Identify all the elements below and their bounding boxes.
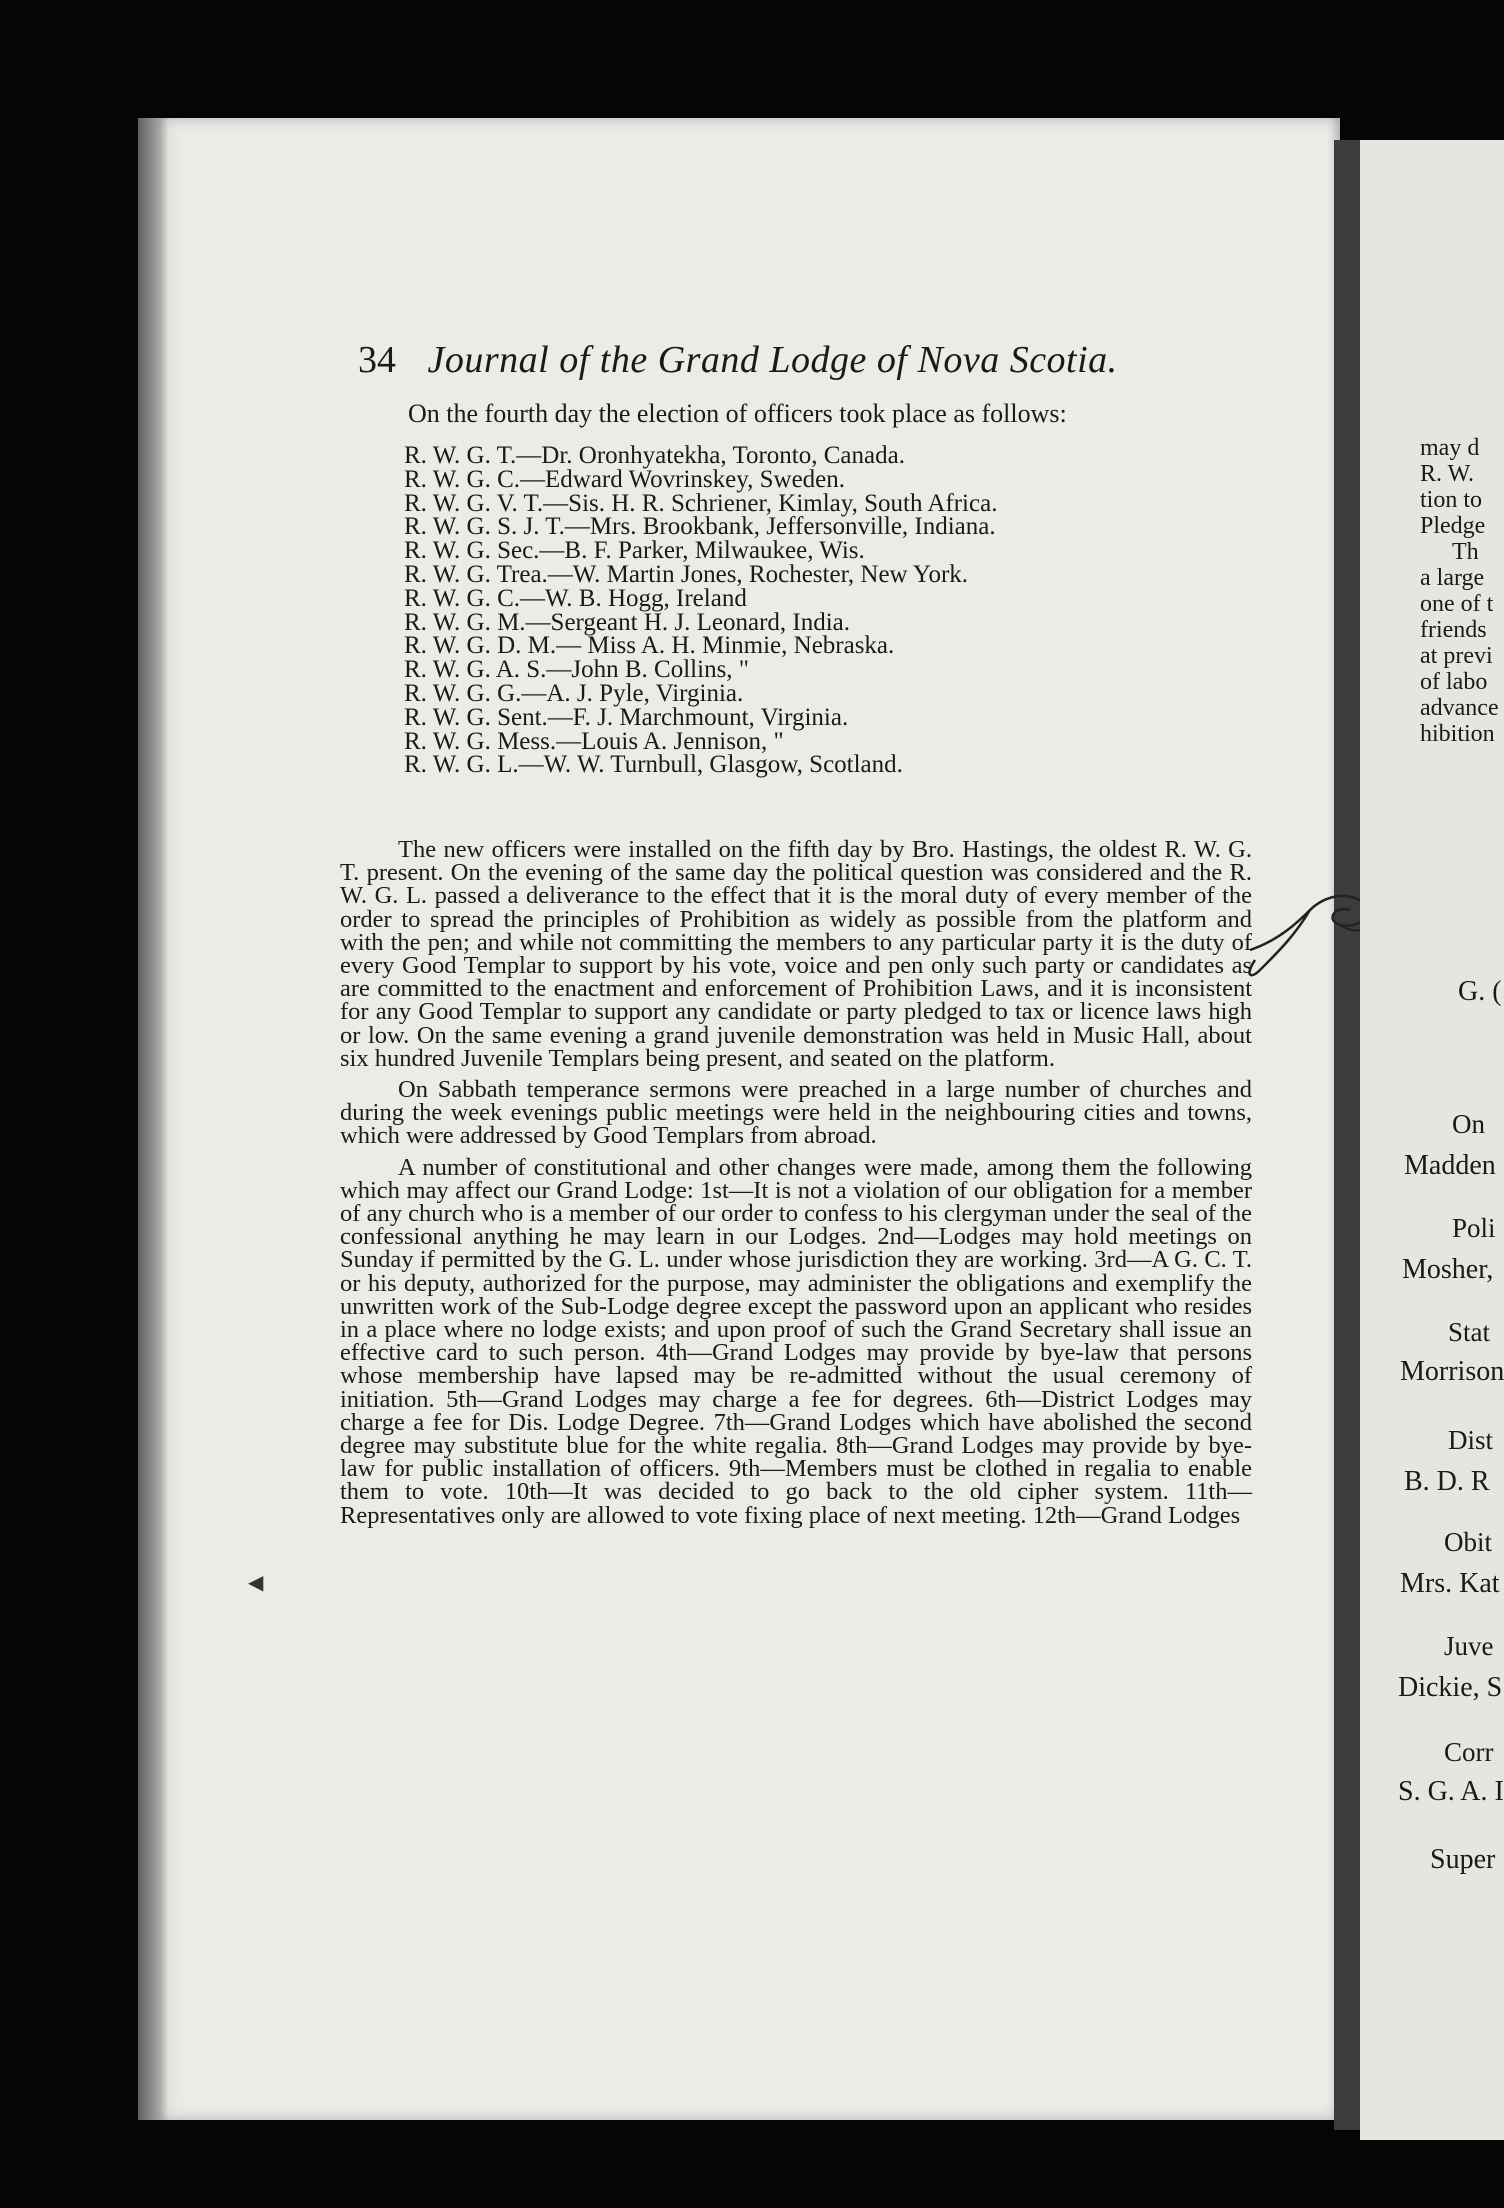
officer-line: R. W. G. T.—Dr. Oronhyatekha, Toronto, Canada.	[404, 442, 905, 469]
fragment-heading: Stat	[1448, 1317, 1491, 1347]
officer-line: R. W. G. S. J. T.—Mrs. Brookbank, Jeffersonville, Indiana.	[404, 513, 996, 541]
paragraph-changes: A number of constitutional and other changes were made, among them the following which may affect our Grand Lodge: 1st—It is not a violation of our obligation for a member of any church who is a member of our order to confess to his clergyman under the seal of the confessional anything he may learn in our Lodges. 2nd—Lodges may hold meetings on Sunday if permitted by the G. L. under whose jurisdiction they are working. 3rd—A G. C. T. or his deputy, authorized for the purpose, may administer the obligations and exemplify the unwritten work of the Sub-Lodge degree except the password upon an applicant who resides in a place where no lodge exists; and upon proof of such the Grand Secretary shall issue an effective card to such person. 4th—Grand Lodges may provide by bye-law that persons whose membership have lapsed may be re-admitted without the usual ceremony of initiation. 5th—Grand Lodges may charge a fee for degrees. 6th—District Lodges may charge a fee for Dis. Lodge Degree. 7th—Grand Lodges which have abolished the second degree may substitute blue for the white regalia. 8th—Grand Lodges may provide by bye-law for public installation of officers. 9th—Members must be clothed in regalia to enable them to vote. 10th—It was decided to go back to the old cipher system. 11th—Representatives only are allowed to vote fixing place of next meeting. 12th—Grand Lodges	[340, 1153, 1252, 1529]
officers-list	[404, 444, 1204, 777]
fragment-line: tion to	[1420, 487, 1483, 513]
officer-line: R. W. G. Sent.—F. J. Marchmount, Virginia.	[404, 703, 849, 731]
paragraph-sabbath: On Sabbath temperance sermons were preached in a large number of churches and during the week evenings public meetings were held in the neighbouring cities and towns, which were addressed by Good Templars from abroad.	[340, 1076, 1252, 1150]
running-head	[358, 338, 1178, 382]
fragment-line: Pledge	[1420, 513, 1486, 539]
officer-line: R. W. G. Mess.—Louis A. Jennison, "	[404, 727, 784, 755]
fragment-line: Morrison	[1400, 1356, 1504, 1387]
fragment-line: Th	[1452, 539, 1479, 565]
officer-line: R. W. G. C.—W. B. Hogg, Ireland	[404, 584, 747, 612]
fragment-line: Super	[1430, 1844, 1496, 1875]
fragment-line: at previ	[1420, 643, 1493, 669]
fragment-line: Dickie, S	[1398, 1672, 1503, 1703]
fragment-heading: Juve	[1444, 1631, 1494, 1661]
fragment-line: a large	[1420, 565, 1485, 591]
fragment-line: G. (	[1458, 976, 1502, 1007]
fragment-heading: Dist	[1448, 1425, 1494, 1455]
fragment-line: advance	[1420, 695, 1499, 721]
fragment-line: hibition	[1420, 721, 1495, 747]
officer-line: R. W. G. D. M.— Miss A. H. Minmie, Nebraska.	[404, 632, 895, 660]
fragment-line: may d	[1420, 435, 1480, 461]
fragment-line: R. W.	[1420, 461, 1475, 487]
page-number: 34	[358, 339, 396, 381]
officer-line: R. W. G. A. S.—John B. Collins, "	[404, 656, 750, 684]
page-binding-shadow	[138, 118, 168, 2120]
margin-bullet-mark: ◀	[248, 1572, 264, 1594]
officer-line: R. W. G. V. T.—Sis. H. R. Schriener, Kimlay, South Africa.	[404, 489, 998, 517]
fragment-line: S. G. A. I	[1398, 1776, 1504, 1807]
fragment-line: B. D. R	[1404, 1466, 1490, 1497]
fragment-heading: Corr	[1444, 1737, 1494, 1767]
fragment-line: Mrs. Kat	[1400, 1568, 1500, 1599]
fragment-line: Mosher,	[1402, 1254, 1494, 1285]
officer-line: R. W. G. M.—Sergeant H. J. Leonard, India.	[404, 608, 851, 636]
officer-line: R. W. G. G.—A. J. Pyle, Virginia.	[404, 679, 744, 707]
officer-line: R. W. G. Sec.—B. F. Parker, Milwaukee, Wis.	[404, 537, 865, 565]
page-gutter	[1334, 140, 1360, 2130]
fragment-heading: On	[1452, 1109, 1485, 1139]
fragment-line: Madden	[1404, 1150, 1496, 1181]
fragment-heading: Obit	[1444, 1527, 1493, 1557]
fragment-line: of labo	[1420, 669, 1488, 695]
fragment-line: one of t	[1420, 591, 1494, 617]
fragment-line: friends	[1420, 617, 1487, 643]
officer-line: R. W. G. L.—W. W. Turnbull, Glasgow, Scotland.	[404, 751, 903, 779]
body-text	[340, 838, 1252, 1535]
officer-line: R. W. G. C.—Edward Wovrinskey, Sweden.	[404, 465, 846, 493]
running-title: Journal of the Grand Lodge of Nova Scotia.	[427, 339, 1118, 381]
officer-line: R. W. G. Trea.—W. Martin Jones, Rochester, New York.	[404, 560, 969, 588]
paragraph-installation: The new officers were installed on the fifth day by Bro. Hastings, the oldest R. W. G. T. present. On the evening of the same day the political question was considered and the R. W. G. L. passed a deliverance to the effect that it is the moral duty of every member of the order to spread the principles of Prohibition as widely as possible from the platform and with the pen; and while not committing the members to any particular party it is the duty of every Good Templar to support by his vote, voice and pen only such party or candidates as are committed to the enactment and enforcement of Prohibition Laws, and it is inconsistent for any Good Templar to support any candidate or party pledged to tax or licence laws high or low. On the same evening a grand juvenile demonstration was held in Music Hall, about six hundred Juvenile Templars being present, and seated on the platform.	[340, 836, 1252, 1072]
fragment-heading: Poli	[1452, 1213, 1496, 1243]
election-intro: On the fourth day the election of officers took place as follows:	[408, 399, 1067, 428]
